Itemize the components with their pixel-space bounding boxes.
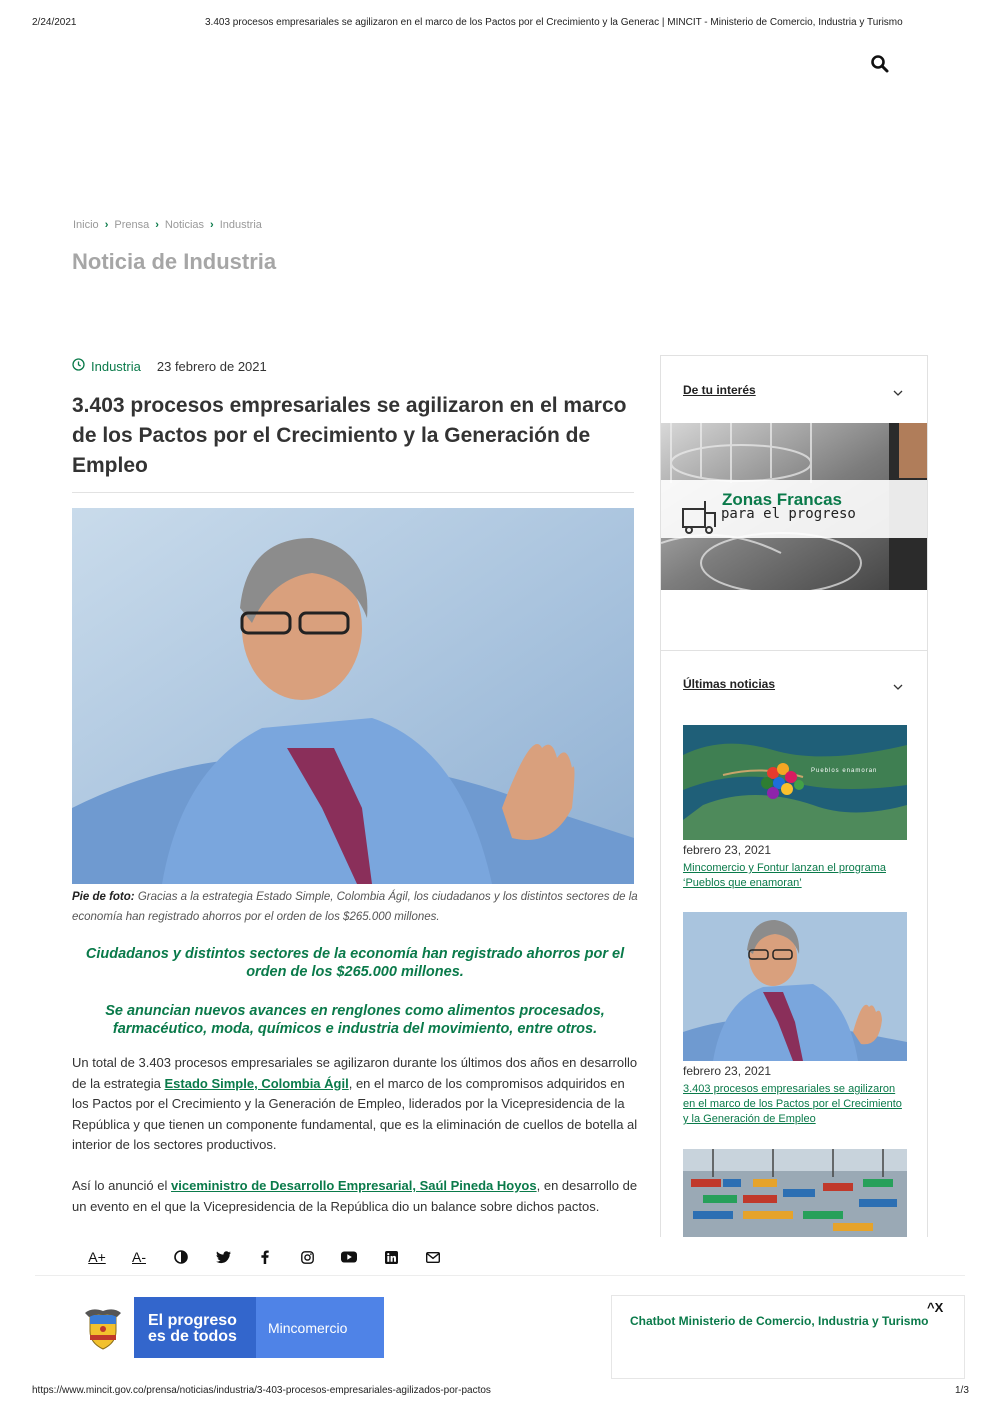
news-title-1[interactable]: Mincomercio y Fontur lanzan el programa ‘Pueblos que enamoran’ [683,862,886,889]
colombia-shield-icon [72,1297,134,1358]
paragraph-text: , en desarrollo de un evento en el que la Vicepresidencia de la República dio un balance sobre dichos pactos. [72,1178,638,1214]
print-page-number: 1/3 [955,1385,969,1396]
contrast-icon[interactable] [170,1247,192,1267]
print-title: 3.403 procesos empresariales se agilizaron en el marco de los Pactos por el Crecimiento y la Generac | MINCIT - Ministerio de Comercio, Industria y Turismo [205,17,903,28]
interest-heading[interactable]: De tu interés [683,383,756,397]
breadcrumb [73,219,262,231]
highlight-1: Ciudadanos y distintos sectores de la economía han registrado ahorros por el orden de los $265.000 millones. [85,946,625,980]
paragraph-text: , en el marco de los compromisos adquiridos en los Pactos por el Crecimiento y la Generación de Empleo, liderados por la Vicepresidencia de la República y que tienen un componente fundamental, que es la eliminación de cuellos de botella al interior de los sectores productivos. [72,1075,638,1152]
chevron-right-icon: › [104,219,109,231]
print-url: https://www.mincit.gov.co/prensa/noticias/industria/3-403-procesos-empresariales-agilizados-por-pactos [32,1385,491,1396]
breadcrumb-prensa[interactable]: Prensa [114,219,150,231]
news-image-caption: Pueblos enamoran [811,768,878,774]
highlight-2: Se anuncian nuevos avances en renglones como alimentos procesados, farmacéutico, moda, químicos e industria del movimiento, entre otros. [105,1003,605,1037]
divider [72,492,634,493]
chevron-down-icon[interactable] [892,386,904,398]
ministry-name: Mincomercio [256,1297,384,1358]
chatbot-controls[interactable]: ^X [927,1300,944,1315]
linkedin-icon[interactable] [380,1247,402,1267]
page-title: Noticia de Industria [72,249,277,274]
article-date: 23 febrero de 2021 [156,358,267,374]
news-image-1[interactable] [683,725,907,840]
article-headline: 3.403 procesos empresariales se agilizaron en el marco de los Pactos por el Crecimiento y la Generación de Empleo [72,394,627,477]
gov-slogan-line-2: es de todos [148,1328,237,1345]
article-photo [72,508,634,884]
search-icon[interactable] [870,54,890,74]
news-date-2: febrero 23, 2021 [683,1064,772,1078]
font-decrease-button[interactable]: A- [132,1249,146,1265]
divider [35,1275,965,1276]
facebook-icon[interactable] [254,1247,276,1267]
banner-title: Zonas Francas [722,490,842,509]
news-date-1: febrero 23, 2021 [683,843,772,857]
breadcrumb-inicio[interactable]: Inicio [73,219,99,231]
breadcrumb-industria[interactable]: Industria [219,219,262,231]
link-estado-simple[interactable]: Estado Simple, Colombia Ágil [164,1075,349,1091]
email-icon[interactable] [422,1247,444,1267]
article-category[interactable]: Industria [91,358,141,374]
chevron-right-icon: › [210,219,214,231]
paragraph-text: Un total de 3.403 procesos empresariales se agilizaron durante los últimos dos años en desarrollo de la estrategia [72,1055,638,1091]
news-image-3[interactable] [683,1149,907,1237]
divider [661,650,928,651]
chevron-right-icon: › [155,219,159,231]
youtube-icon[interactable] [338,1247,360,1267]
gov-slogan-line-1: El progreso [148,1312,237,1329]
instagram-icon[interactable] [296,1247,318,1267]
gov-logo[interactable] [72,1297,384,1358]
clock-icon [72,358,85,374]
chatbot-title[interactable]: Chatbot Ministerio de Comercio, Industria y Turismo [630,1314,929,1328]
banner-subtitle: para el progreso [721,506,856,522]
chevron-down-icon[interactable] [892,680,904,692]
twitter-icon[interactable] [212,1247,234,1267]
breadcrumb-noticias[interactable]: Noticias [164,219,205,231]
news-image-2[interactable] [683,912,907,1061]
article-paragraph-2 [72,1176,638,1217]
photo-caption [72,887,638,927]
news-title-2[interactable]: 3.403 procesos empresariales se agilizaron en el marco de los Pactos por el Crecimiento y la Generación de Empleo [683,1083,902,1125]
article-toolbar [86,1247,444,1267]
font-increase-button[interactable]: A+ [88,1249,106,1265]
article-meta [72,358,267,374]
chatbot-widget[interactable] [611,1295,965,1379]
link-viceministro[interactable]: viceministro de Desarrollo Empresarial, Saúl Pineda Hoyos [171,1178,537,1193]
caption-text: Gracias a la estrategia Estado Simple, Colombia Ágil, los ciudadanos y los distintos sectores de la economía han registrado ahorros por el orden de los $265.000 millones. [72,891,638,923]
latest-news-heading[interactable]: Últimas noticias [683,677,776,691]
caption-label: Pie de foto: [72,891,135,903]
sidebar [660,355,928,1237]
paragraph-text: Así lo anunció el [72,1178,172,1193]
gov-slogan [134,1297,256,1358]
article-paragraph-1 [72,1053,638,1156]
print-date: 2/24/2021 [32,17,77,28]
